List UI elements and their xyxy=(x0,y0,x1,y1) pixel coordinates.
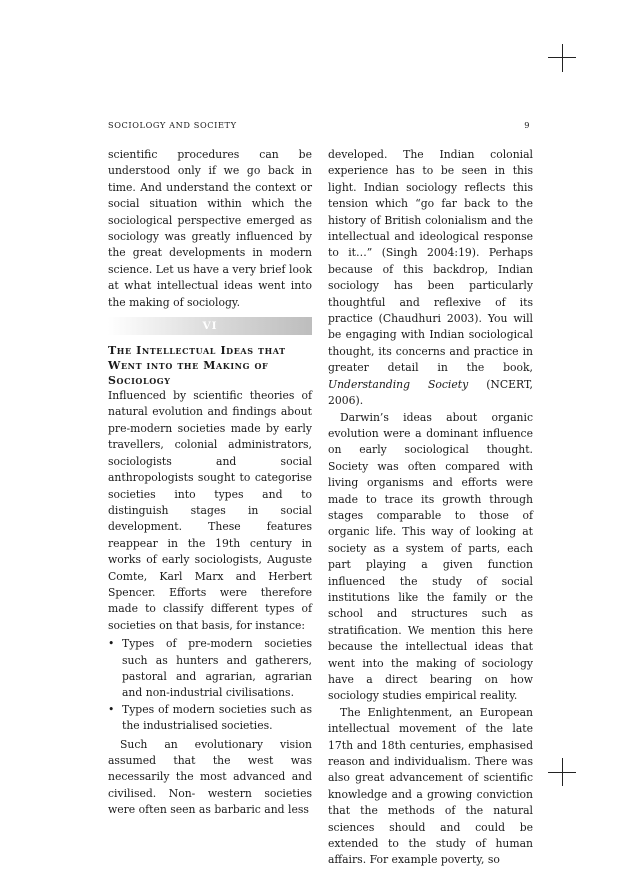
citation-text: (NCERT, 2006). xyxy=(328,377,533,408)
section-number-bar: VI xyxy=(108,317,312,335)
body-paragraph xyxy=(328,147,533,410)
page-number: 9 xyxy=(524,120,530,130)
bullet-dot: • xyxy=(108,702,115,716)
running-head-title: SOCIOLOGY AND SOCIETY xyxy=(108,120,237,130)
bullet-text: Types of modern societies such as the industrialised societies. xyxy=(122,702,312,733)
bullet-dot: • xyxy=(108,637,115,651)
body-paragraph: Influenced by scientific theories of natural evolution and findings about pre-modern societies made by early travellers, colonial administrators, sociologists and social anthropologists sought to categorise societies into types and to distinguish stages in social development. These features reappear in the 19th century in works of early sociologists, Auguste Comte, Karl Marx and Herbert Spencer. Efforts were therefore made to classify different types of societies on that basis, for instance: xyxy=(108,389,312,632)
running-head xyxy=(108,120,530,130)
bullet-text: Types of pre-modern societies such as hunters and gatherers, pastoral and agrarian, agrarian and non-industrial civilisations. xyxy=(122,637,312,700)
body-paragraph: Darwin’s ideas about organic evolution were a dominant influence on early sociological thought. Society was often compared with living organisms and efforts were made to trace its growth through stages comparable to those of organic life. This way of looking at society as a system of parts, each part playing a given function influenced the study of social institutions like the family or the school and structures such as stratification. We mention this here because the intellectual ideas that went into the making of sociology have a direct bearing on how sociology studies empirical reality. xyxy=(328,410,533,703)
left-column xyxy=(108,147,312,819)
intro-paragraph: scientific procedures can be understood only if we go back in time. And understand the context or social situation within which the sociological perspective emerged as sociology was greatly influenced by the great developments in modern science. Let us have a very brief look at what intellectual ideas went into the making of sociology. xyxy=(108,148,312,309)
section-title: The Intellectual Ideas that Went into the Making of Sociology xyxy=(108,344,286,388)
bullet-list xyxy=(108,636,312,734)
crop-mark-bottom-vertical xyxy=(562,758,563,786)
right-column xyxy=(328,147,533,869)
paragraph-text: developed. The Indian colonial experience has to be seen in this light. Indian sociology reflects this tension which “go far back to the history of British colonialism and the intellectual and ideological response to it…” (Singh 2004:19). Perhaps because of this backdrop, Indian sociology has been particularly thoughtful and reflexive of its practice (Chaudhuri 2003). You will be engaging with Indian sociological thought, its concerns and practice in greater detail in the book, xyxy=(328,148,533,375)
bullet-item xyxy=(108,636,312,702)
body-paragraph: Such an evolutionary vision assumed that the west was necessarily the most advanced and civilised. Non- western societies were often seen as barbaric and less xyxy=(108,737,312,817)
crop-mark-top-vertical xyxy=(562,44,563,72)
bullet-item xyxy=(108,702,312,735)
body-paragraph: The Enlightenment, an European intellectual movement of the late 17th and 18th centuries, emphasised reason and individualism. There was also great advancement of scientific knowledge and a growing conviction that the methods of the natural sciences should and could be extended to the study of human affairs. For example poverty, so xyxy=(328,705,533,867)
book-title: Understanding Society xyxy=(328,377,469,391)
